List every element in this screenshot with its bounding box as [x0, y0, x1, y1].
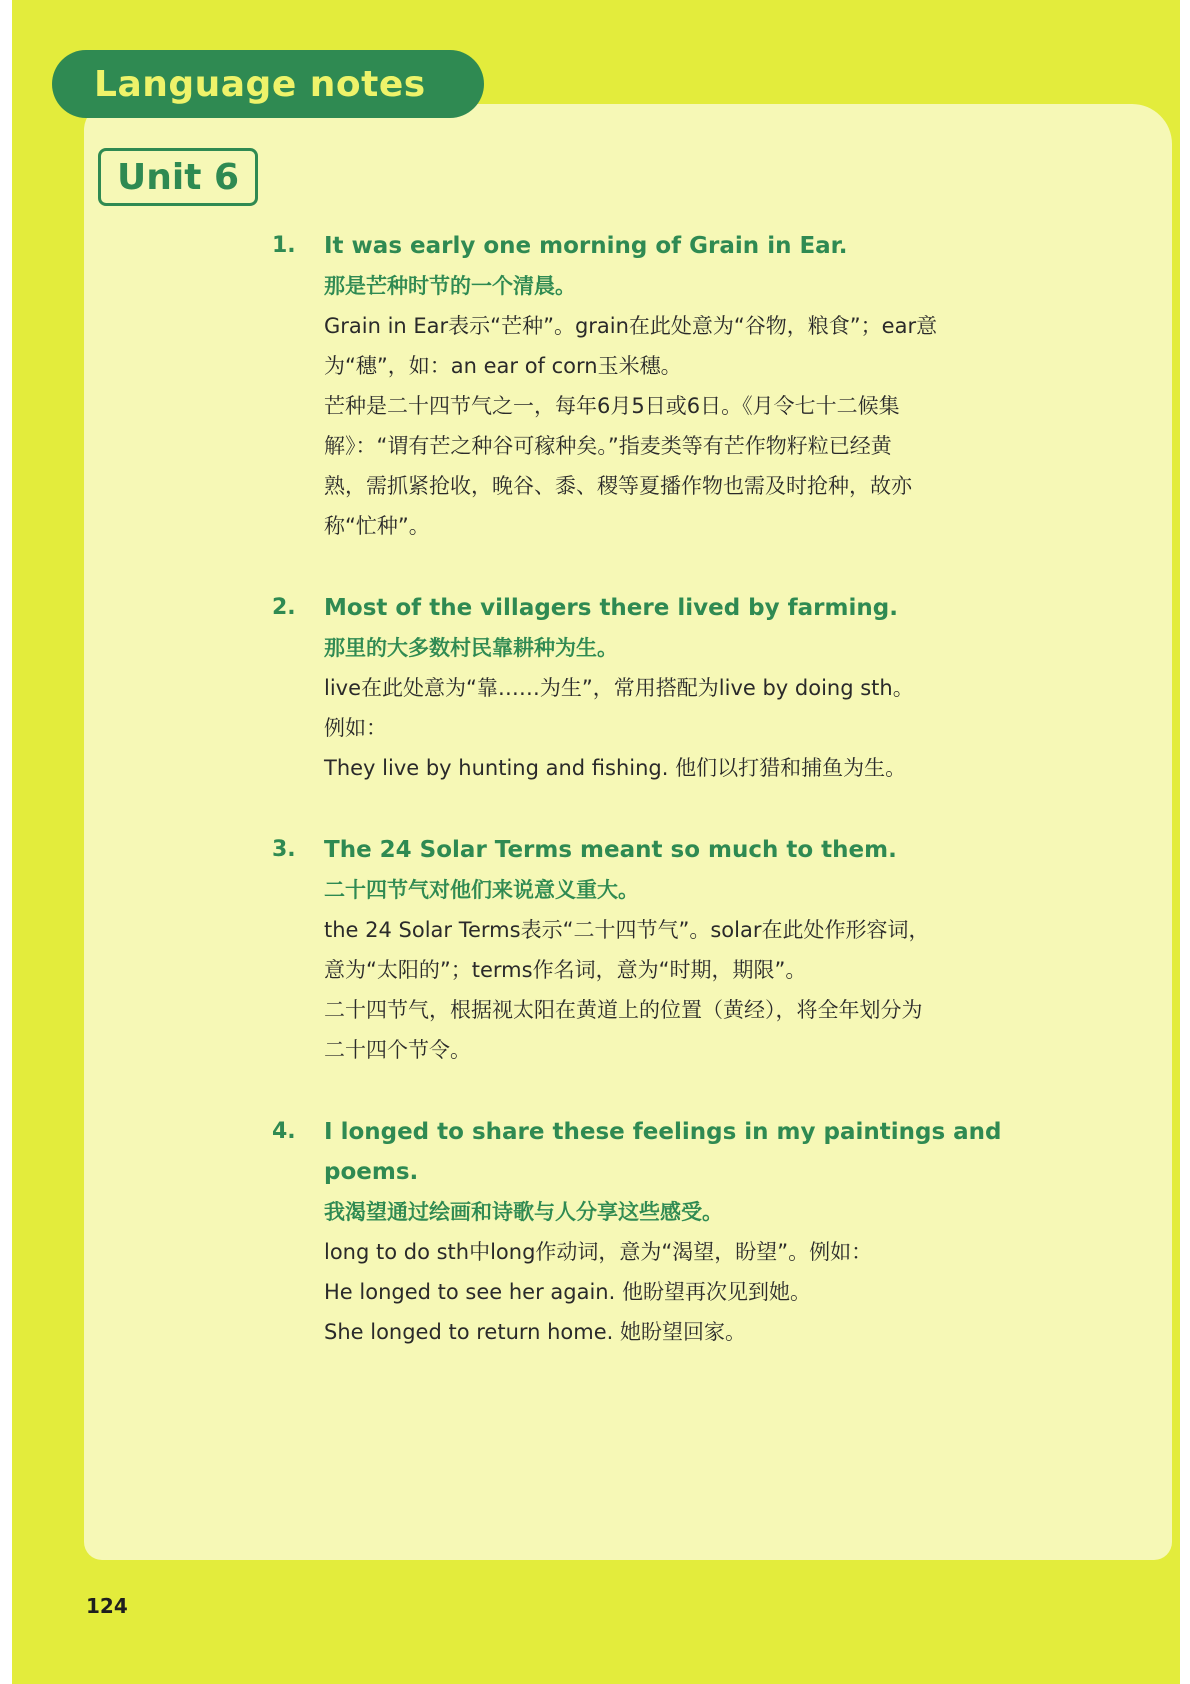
note-line: 解》：“谓有芒之种谷可稼种矣。”指麦类等有芒作物籽粒已经黄 [324, 434, 892, 458]
unit-label: Unit 6 [117, 156, 239, 198]
note-line: 为“穗”，如：an ear of corn玉米穗。 [324, 354, 682, 378]
note-line: She longed to return home. 她盼望回家。 [324, 1320, 747, 1344]
note-line: They live by hunting and fishing. 他们以打猎和捕鱼为生。 [324, 756, 907, 780]
note-number: 2. [272, 595, 296, 620]
note-2 [272, 588, 1072, 788]
note-line: 熟，需抓紧抢收，晚谷、黍、稷等夏播作物也需及时抢种，故亦 [324, 474, 912, 498]
note-number: 3. [272, 837, 296, 862]
note-line: 例如： [324, 716, 387, 740]
notes-list [272, 226, 1072, 1394]
note-number: 1. [272, 233, 296, 258]
note-number: 4. [272, 1119, 296, 1144]
note-line: 芒种是二十四节气之一，每年6月5日或6日。《月令七十二候集 [324, 394, 900, 418]
note-line: 称“忙种”。 [324, 514, 430, 538]
page-number: 124 [86, 1594, 128, 1618]
note-1 [272, 226, 1072, 546]
note-3 [272, 830, 1072, 1070]
section-header [52, 50, 484, 118]
note-line: He longed to see her again. 他盼望再次见到她。 [324, 1280, 811, 1304]
note-title: Most of the villagers there lived by farming. [324, 595, 898, 621]
note-translation: 那里的大多数村民靠耕种为生。 [324, 636, 618, 660]
section-title: Language notes [94, 63, 426, 105]
note-title: I longed to share these feelings in my paintings and [324, 1119, 1002, 1145]
note-line: 二十四节气，根据视太阳在黄道上的位置（黄经），将全年划分为 [324, 998, 923, 1022]
note-translation: 那是芒种时节的一个清晨。 [324, 274, 576, 298]
note-translation: 我渴望通过绘画和诗歌与人分享这些感受。 [324, 1200, 723, 1224]
note-line: 意为“太阳的”；terms作名词，意为“时期，期限”。 [324, 958, 807, 982]
note-title: It was early one morning of Grain in Ear. [324, 233, 848, 259]
note-title-continued: poems. [324, 1159, 419, 1185]
note-title: The 24 Solar Terms meant so much to them. [324, 837, 897, 863]
note-translation: 二十四节气对他们来说意义重大。 [324, 878, 639, 902]
note-line: the 24 Solar Terms表示“二十四节气”。solar在此处作形容词， [324, 918, 930, 942]
note-line: live在此处意为“靠……为生”，常用搭配为live by doing sth。 [324, 676, 914, 700]
note-line: Grain in Ear表示“芒种”。grain在此处意为“谷物，粮食”；ear意 [324, 314, 938, 338]
note-line: 二十四个节令。 [324, 1038, 471, 1062]
note-4 [272, 1112, 1072, 1352]
unit-label-box [98, 148, 258, 206]
note-line: long to do sth中long作动词，意为“渴望，盼望”。例如： [324, 1240, 873, 1264]
